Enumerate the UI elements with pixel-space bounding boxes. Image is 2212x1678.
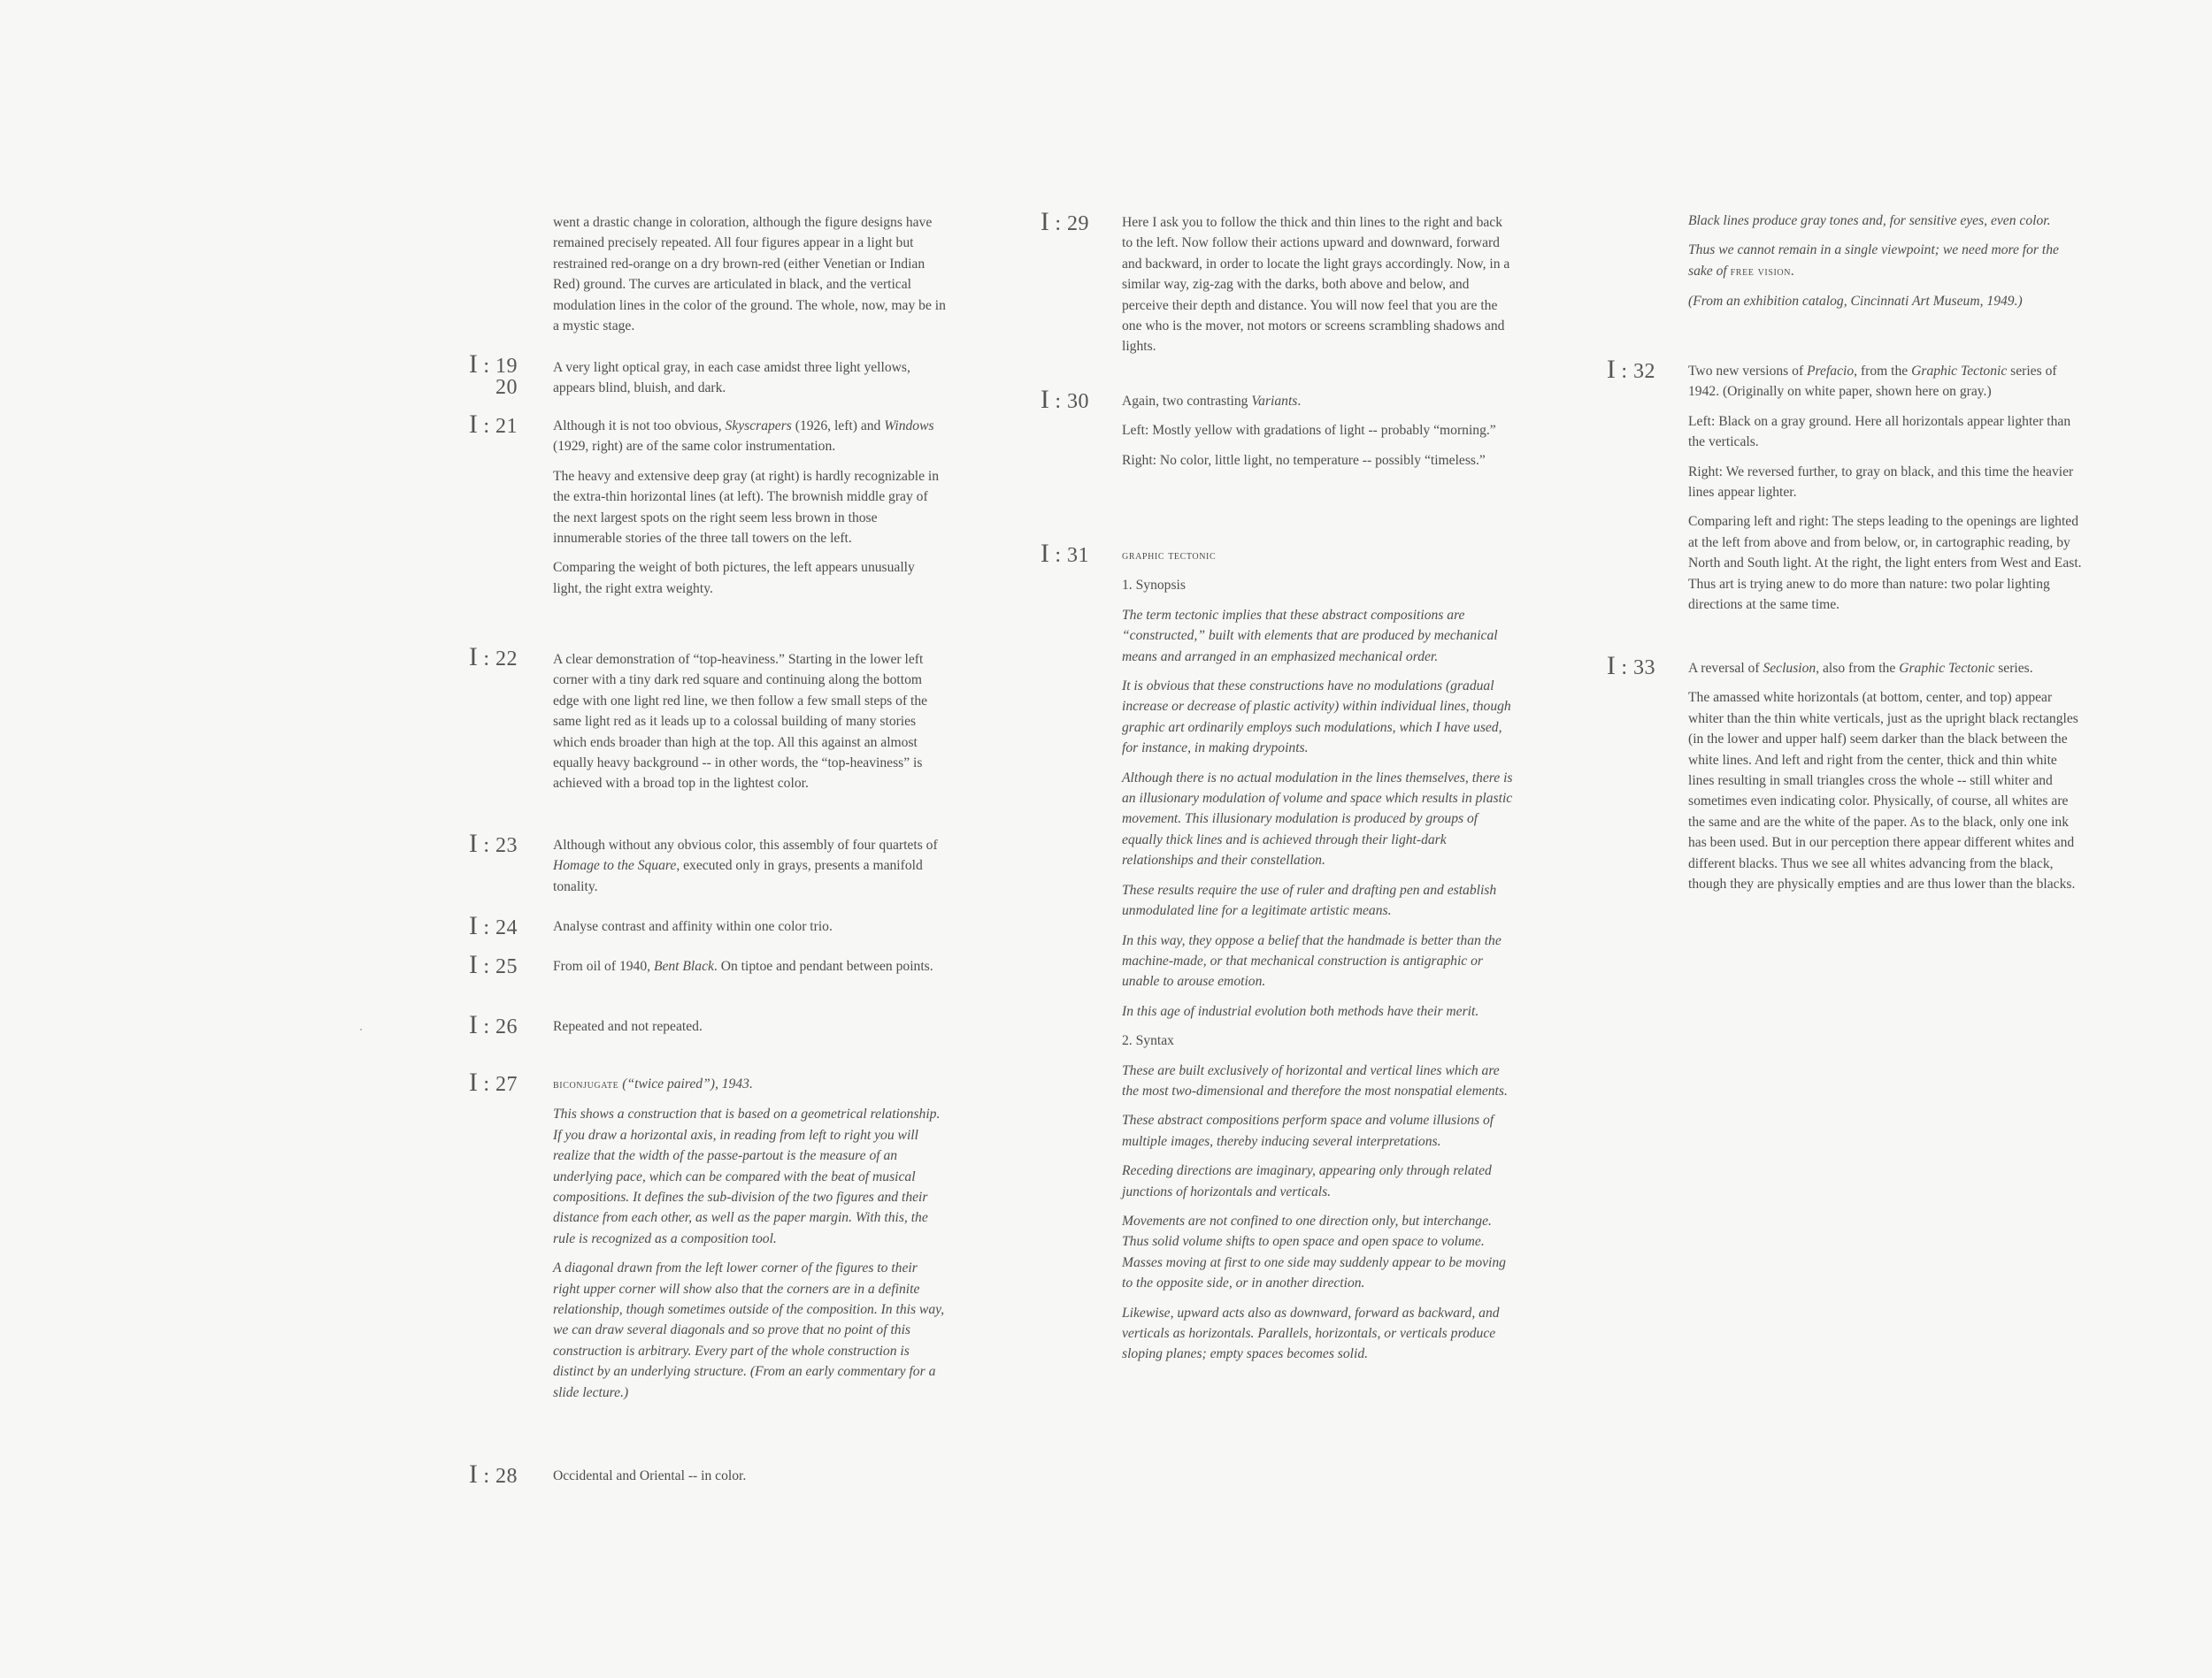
intro-paragraph: went a drastic change in coloration, although the figure designs have remained precisely repeated. All four figures appear in a light but restrained red-orange on a dry brown-red (either Venetian or Indian Red) ground. The curves are articulated in black, and the vertical modulation lines in the color of the ground. The whole, now, may be in a mystic stage. bbox=[553, 215, 946, 334]
plate-number-22: I : 22 bbox=[468, 642, 518, 671]
entry-heading: biconjugate (“twice paired”), 1943. bbox=[553, 1077, 753, 1092]
entry-body-29 bbox=[1122, 212, 1516, 366]
plate-series-numeral: I bbox=[1606, 355, 1616, 384]
entry-paragraph: Left: Black on a gray ground. Here all horizontals appear lighter than the verticals. bbox=[1688, 413, 2071, 450]
entry-paragraph: A diagonal drawn from the left lower corner of the figures to their right upper corner will show also that the corners are in a definite relationship, though sometimes outside of the composition. In this way, we can draw several diagonals and so prove that no point of this construction is arbitrary. Every part of the whole construction is distinct by an underlying structure. (From an early commentary for a slide lecture.) bbox=[553, 1260, 945, 1400]
entry-paragraph: These are built exclusively of horizontal and vertical lines which are the most two-dimensional and therefore the most nonspatial elements. bbox=[1122, 1062, 1508, 1099]
intro-quote bbox=[1688, 211, 2082, 321]
entry-paragraph: From oil of 1940, Bent Black. On tiptoe and pendant between points. bbox=[553, 959, 933, 974]
plate-series-numeral: I bbox=[468, 410, 478, 439]
entry-paragraph: Left: Mostly yellow with gradations of light -- probably “morning.” bbox=[1122, 423, 1496, 439]
entry-body-33 bbox=[1688, 658, 2082, 903]
entry-heading: graphic tectonic bbox=[1122, 549, 1217, 563]
entry-paragraph: A very light optical gray, in each case amidst three light yellows, appears blind, bluish, and dark. bbox=[553, 360, 910, 396]
plate-series-numeral: I bbox=[468, 950, 478, 979]
entry-paragraph: Right: No color, little light, no temperature -- possibly “timeless.” bbox=[1122, 452, 1486, 468]
plate-series-numeral: I bbox=[468, 1010, 478, 1039]
plate-number-21: I : 21 bbox=[468, 410, 518, 439]
entry-paragraph: Repeated and not repeated. bbox=[553, 1019, 703, 1034]
quote-paragraph: Thus we cannot remain in a single viewpoint; we need more for the sake of free vision. bbox=[1688, 242, 2059, 279]
quote-paragraph: Black lines produce gray tones and, for sensitive eyes, even color. bbox=[1688, 213, 2051, 228]
entry-paragraph: Likewise, upward acts also as downward, forward as backward, and verticals as horizontals. Parallels, horizontals, or verticals produce sloping planes; empty spaces becomes solid. bbox=[1122, 1305, 1500, 1362]
plate-number-24: I : 24 bbox=[468, 911, 518, 940]
entry-paragraph: A clear demonstration of “top-heaviness.” Starting in the lower left corner with a tiny dark red square and continuing along the bottom edge with one light red line, we then follow a few small steps of the same light red as it leads up to a colossal building of many stories which ends broader than high at the top. All this against an almost equally heavy background -- in other words, the “top-heaviness” is achieved with a broad top in the lightest color. bbox=[553, 652, 928, 792]
plate-series-numeral: I bbox=[1040, 207, 1049, 236]
plate-series-numeral: I bbox=[1040, 385, 1049, 414]
entry-paragraph: Again, two contrasting Variants. bbox=[1122, 394, 1302, 409]
entry-paragraph: Right: We reversed further, to gray on black, and this time the heavier lines appear lighter. bbox=[1688, 464, 2074, 501]
entry-paragraph: The term tectonic implies that these abstract compositions are “constructed,” built with elements that are produced by mechanical means and arranged in an emphasized mechanical order. bbox=[1122, 607, 1498, 664]
section-heading-synopsis: 1. Synopsis bbox=[1122, 578, 1186, 594]
entry-body-27 bbox=[553, 1074, 947, 1412]
entry-paragraph: These abstract compositions perform space and volume illusions of multiple images, thereby inducing several interpretations. bbox=[1122, 1113, 1494, 1149]
entry-paragraph: These results require the use of ruler and drafting pen and establish unmodulated line for a legitimate artistic means. bbox=[1122, 882, 1497, 919]
entry-paragraph: Although it is not too obvious, Skyscrapers (1926, left) and Windows (1929, right) are of the same color instrumentation. bbox=[553, 418, 934, 455]
plate-number-27: I : 27 bbox=[468, 1068, 518, 1097]
entry-paragraph: Occidental and Oriental -- in color. bbox=[553, 1468, 747, 1483]
plate-number-29: I : 29 bbox=[1040, 207, 1089, 236]
entry-body-26 bbox=[553, 1016, 947, 1046]
entry-paragraph: In this way, they oppose a belief that the handmade is better than the machine-made, or that mechanical construction is antigraphic or unable to arouse emotion. bbox=[1122, 932, 1502, 990]
entry-body-28 bbox=[553, 1466, 947, 1495]
entry-paragraph: Here I ask you to follow the thick and thin lines to the right and back to the left. Now follow their actions upward and downward, forward and backward, in order to locate the light grays accordingly. Now, in a similar way, zig-zag with the darks, both above and below, and perceive their depth and distance. You will now feel that you are the one who is the mover, not motors or screens scrambling shadows and lights. bbox=[1122, 215, 1510, 355]
plate-series-numeral: I bbox=[468, 1460, 478, 1489]
entry-paragraph: Analyse contrast and affinity within one color trio. bbox=[553, 919, 833, 934]
plate-number-26: I : 26 bbox=[468, 1010, 518, 1039]
section-heading-syntax: 2. Syntax bbox=[1122, 1033, 1174, 1049]
plate-series-numeral: I bbox=[468, 829, 478, 858]
entry-paragraph: A reversal of Seclusion, also from the Graphic Tectonic series. bbox=[1688, 661, 2033, 676]
paper-speck bbox=[360, 1029, 362, 1031]
plate-series-numeral: I bbox=[1040, 539, 1049, 568]
entry-body-21 bbox=[553, 416, 947, 608]
entry-paragraph: Two new versions of Prefacio, from the Graphic Tectonic series of 1942. (Originally on white paper, shown here on gray.) bbox=[1688, 364, 2057, 400]
plate-number-25: I : 25 bbox=[468, 950, 518, 979]
plate-series-numeral: I bbox=[468, 911, 478, 940]
entry-paragraph: Comparing the weight of both pictures, the left appears unusually light, the right extra weighty. bbox=[553, 560, 915, 596]
entry-paragraph: Receding directions are imaginary, appearing only through related junctions of horizontals and verticals. bbox=[1122, 1163, 1492, 1199]
entry-body-25 bbox=[553, 956, 947, 985]
entry-paragraph: The heavy and extensive deep gray (at right) is hardly recognizable in the extra-thin horizontal lines (at left). The brownish middle gray of the next largest spots on the right seem less brown in those innumerable stories of the three tall towers on the left. bbox=[553, 468, 940, 547]
plate-number-28: I : 28 bbox=[468, 1460, 518, 1489]
plate-series-numeral: I bbox=[1606, 651, 1616, 680]
plate-number-30: I : 30 bbox=[1040, 385, 1089, 414]
entry-paragraph: Although without any obvious color, this assembly of four quartets of Homage to the Square, executed only in grays, presents a manifold tonality. bbox=[553, 838, 938, 894]
entry-body-22 bbox=[553, 649, 947, 803]
entry-paragraph: The amassed white horizontals (at bottom, center, and top) appear whiter than the thin white verticals, just as the upright black rectangles (in the lower and upper half) seem darker than the black between the white lines. And left and right from the center, thick and thin white lines resulting in small triangles cross the whole -- still whiter and sometimes even indicating color. Physically, of course, all whites are the same and are the white of the paper. As to the black, only one ink has been used. But in our perception there appear different whites and different blacks. Thus we see all whites advancing from the black, though they are physically empties and are thus lower than the blacks. bbox=[1688, 690, 2078, 893]
plate-number-19-20: I : 19 20 bbox=[468, 349, 518, 399]
entry-body-30 bbox=[1122, 391, 1516, 479]
entry-body-32 bbox=[1688, 361, 2082, 624]
plate-number-23: I : 23 bbox=[468, 829, 518, 858]
intro-text bbox=[553, 212, 947, 345]
entry-paragraph: In this age of industrial evolution both methods have their merit. bbox=[1122, 1003, 1479, 1019]
entry-paragraph: Comparing left and right: The steps leading to the openings are lighted at the left from above and from below, or, in cartographic reading, by North and South light. At the right, the light enters from West and East. Thus art is trying anew to do more than nature: two polar lighting directions at the same time. bbox=[1688, 514, 2082, 613]
entry-paragraph: Although there is no actual modulation in the lines themselves, there is an illusionary modulation of volume and space which results in plastic movement. This illusionary modulation is produced by groups of equally thick lines and is achieved through their light-dark relationships and their constellation. bbox=[1122, 770, 1513, 869]
plate-series-numeral: I bbox=[468, 349, 478, 379]
entry-body-31 bbox=[1122, 545, 1516, 1374]
entry-body-23 bbox=[553, 835, 947, 906]
plate-number-31: I : 31 bbox=[1040, 539, 1089, 568]
entry-paragraph: It is obvious that these constructions have no modulations (gradual increase or decrease of plastic activity) within individual lines, though graphic art ordinarily employs such modulations, which I have used, for instance, in making drypoints. bbox=[1122, 678, 1511, 756]
entry-paragraph: This shows a construction that is based on a geometrical relationship. If you draw a horizontal axis, in reading from left to right you will realize that the width of the passe-partout is the measure of an underlying pace, which can be compared with the beat of musical compositions. It defines the sub-division of the two figures and their distance from each other, as well as the paper margin. With this, the rule is recognized as a composition tool. bbox=[553, 1107, 941, 1246]
entry-body-24 bbox=[553, 916, 947, 946]
source-citation: (From an exhibition catalog, Cincinnati Art Museum, 1949.) bbox=[1688, 294, 2023, 310]
plate-series-numeral: I bbox=[468, 642, 478, 671]
plate-series-numeral: I bbox=[468, 1068, 478, 1097]
entry-paragraph: Movements are not confined to one direction only, but interchange. Thus solid volume shifts to open space and open space to volume. Masses moving at first to one side may suddenly appear to be moving to the opposite side, or in another direction. bbox=[1122, 1213, 1506, 1291]
plate-number-33: I : 33 bbox=[1606, 651, 1655, 680]
entry-body-19 bbox=[553, 357, 947, 408]
plate-number-32: I : 32 bbox=[1606, 355, 1655, 384]
